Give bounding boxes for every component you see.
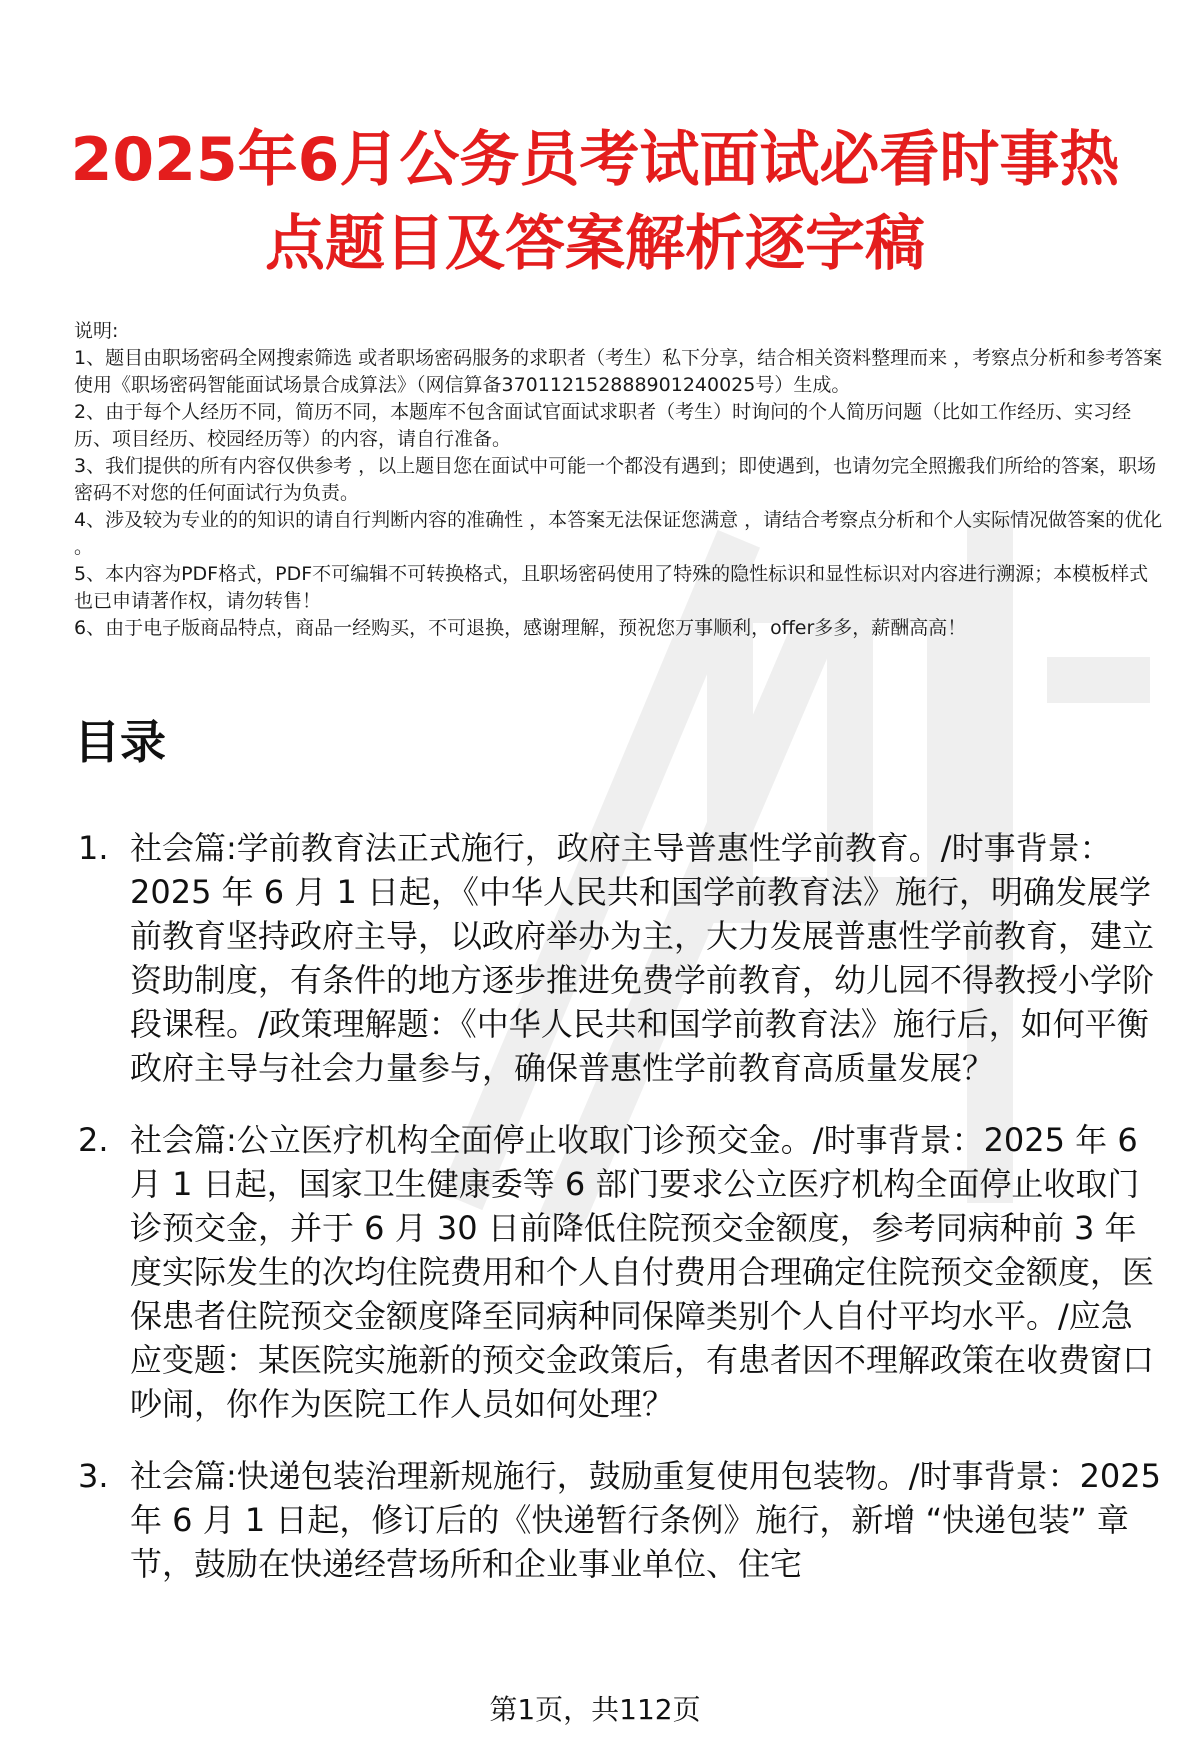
instruction-item: 5、本内容为PDF格式，PDF不可编辑不可转换格式，且职场密码使用了特殊的隐性标识和显性标识对内容进行溯源；本模板样式也已申请著作权，请勿转售！ — [74, 563, 1149, 612]
toc-item-number: 2. — [78, 1121, 109, 1159]
toc-item-text: 社会篇:公立医疗机构全面停止收取门诊预交金。/时事背景：2025 年 6 月 1 日起，国家卫生健康委等 6 部门要求公立医疗机构全面停止收取门诊预交金，并于 6 月 30 日前降低住院预交金额度，参考同病种前 3 年度实际发生的次均住院费用和个人自付费用合理确定住院预交金额度，医保患者住院预交金额度降至同病种同保障类别个人自付平均水平。/应急应变题：某医院实施新的预交金政策后，有患者因不理解政策在收费窗口吵闹，你作为医院工作人员如何处理？ — [130, 1121, 1155, 1423]
page-number: 第1页，共112页 — [489, 1693, 701, 1726]
instruction-item: 2、由于每个人经历不同，简历不同，本题库不包含面试官面试求职者（考生）时询问的个人简历问题（比如工作经历、实习经历、项目经历、校园经历等）的内容，请自行准备。 — [74, 401, 1132, 450]
instruction-item: 3、我们提供的所有内容仅供参考 ，以上题目您在面试中可能一个都没有遇到；即使遇到，也请勿完全照搬我们所给的答案，职场密码不对您的任何面试行为负责。 — [74, 455, 1157, 504]
toc-item-number: 3. — [78, 1457, 109, 1495]
toc-item-number: 1. — [78, 829, 109, 867]
document-title: 2025年6月公务员考试面试必看时事热点题目及答案解析逐字稿 — [70, 125, 1120, 279]
toc-item-text: 社会篇:学前教育法正式施行，政府主导普惠性学前教育。/时事背景：2025 年 6 月 1 日起，《中华人民共和国学前教育法》施行，明确发展学前教育坚持政府主导，以政府举办为主，大力发展普惠性学前教育，建立资助制度，有条件的地方逐步推进免费学前教育，幼儿园不得教授小学阶段课程。/政策理解题：《中华人民共和国学前教育法》施行后，如何平衡政府主导与社会力量参与，确保普惠性学前教育高质量发展？ — [130, 829, 1155, 1087]
toc-list — [74, 826, 1164, 1614]
toc-item — [74, 826, 1164, 1090]
toc-item-text: 社会篇:快递包装治理新规施行，鼓励重复使用包装物。/时事背景：2025 年 6 月 1 日起，修订后的《快递暂行条例》施行，新增 “快递包装” 章节，鼓励在快递经营场所和企业事业单位、住宅 — [130, 1457, 1162, 1583]
instructions-section — [74, 318, 1164, 642]
instruction-item: 4、涉及较为专业的的知识的请自行判断内容的准确性 ，本答案无法保证您满意 ，请结合考察点分析和个人实际情况做答案的优化 。 — [74, 509, 1163, 558]
instruction-item: 1、题目由职场密码全网搜索筛选 或者职场密码服务的求职者（考生）私下分享，结合相关资料整理而来 ，考察点分析和参考答案使用《职场密码智能面试场景合成算法》（网信算备370112152888901240025号）生成。 — [74, 347, 1163, 396]
toc-item — [74, 1118, 1164, 1426]
instruction-item: 6、由于电子版商品特点，商品一经购买，不可退换，感谢理解，预祝您万事顺利，offer多多，薪酬高高！ — [74, 617, 967, 639]
instructions-heading: 说明: — [74, 320, 119, 342]
toc-heading: 目录 — [74, 715, 166, 769]
toc-item — [74, 1454, 1164, 1586]
